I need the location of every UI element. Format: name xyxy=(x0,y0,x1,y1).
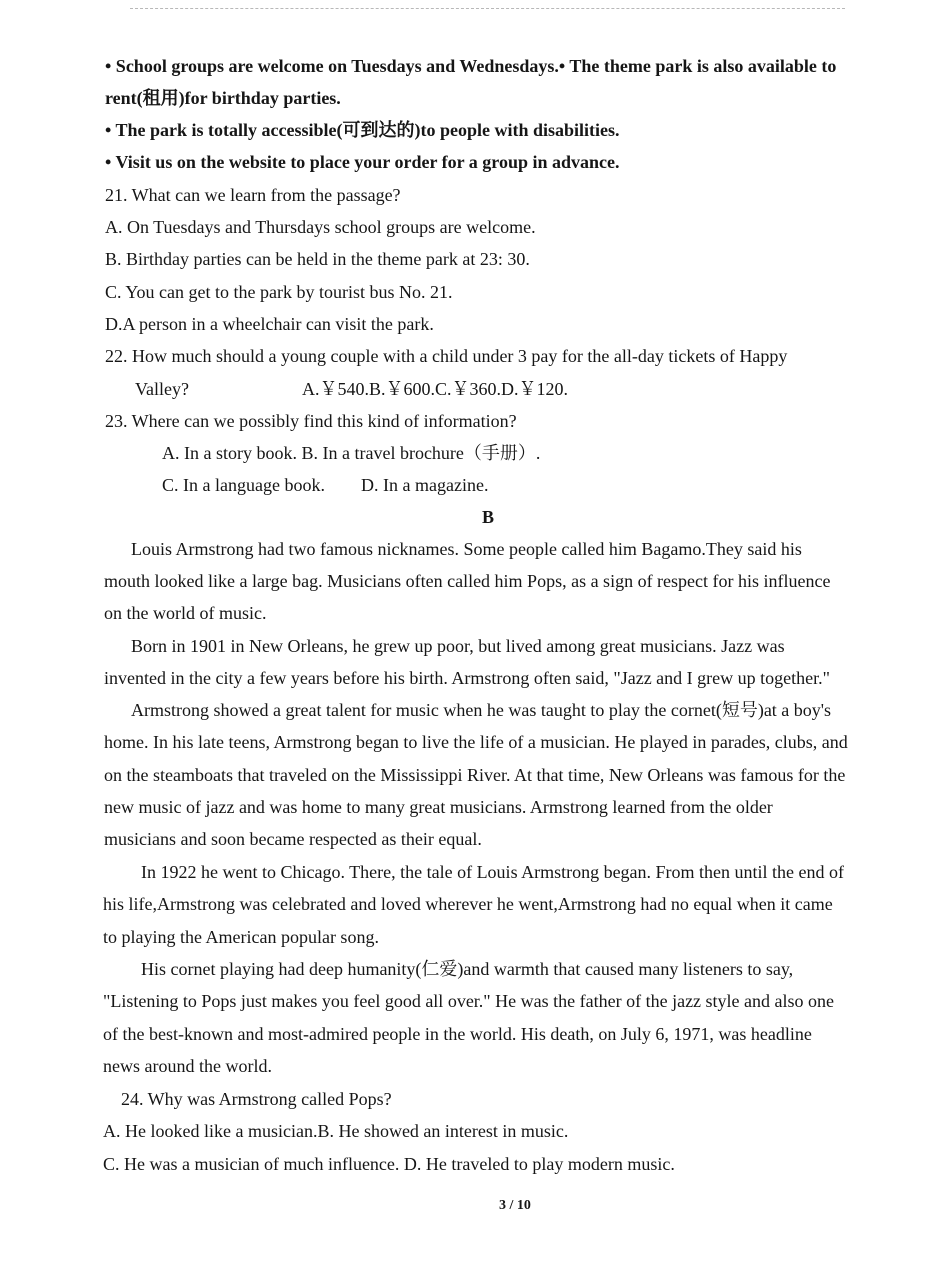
passage-line: Armstrong showed a great talent for music when he was taught to play the cornet(短号)at a boy's xyxy=(131,700,832,720)
question-23-option-d: D. In a magazine. xyxy=(361,475,489,495)
passage-line: of the best-known and most-admired people in the world. His death, on July 6, 1971, was headline xyxy=(103,1024,812,1044)
note-line-3: • The park is totally accessible(可到达的)to people with disabilities. xyxy=(105,120,620,140)
question-23-options-ab: A. In a story book. B. In a travel brochure（手册）. xyxy=(162,443,541,463)
passage-line: Born in 1901 in New Orleans, he grew up poor, but lived among great musicians. Jazz was xyxy=(131,636,785,656)
section-b-title: B xyxy=(482,507,495,527)
question-21-option-a: A. On Tuesdays and Thursdays school groups are welcome. xyxy=(105,217,536,237)
question-24-stem: 24. Why was Armstrong called Pops? xyxy=(121,1089,392,1109)
question-21-stem: 21. What can we learn from the passage? xyxy=(105,185,401,205)
question-24-options-ab: A. He looked like a musician.B. He showed an interest in music. xyxy=(103,1121,569,1141)
passage-line: home. In his late teens, Armstrong began to live the life of a musician. He played in parades, clubs, and xyxy=(104,732,848,752)
passage-line: his life,Armstrong was celebrated and loved wherever he went,Armstrong had no equal when it came xyxy=(103,894,833,914)
passage-line: on the world of music. xyxy=(104,603,267,623)
note-line-4: • Visit us on the website to place your order for a group in advance. xyxy=(105,152,620,172)
question-23-stem: 23. Where can we possibly find this kind of information? xyxy=(105,411,517,431)
question-23-option-c: C. In a language book. xyxy=(162,475,325,495)
passage-line: mouth looked like a large bag. Musicians often called him Pops, as a sign of respect for his influence xyxy=(104,571,831,591)
passage-line: invented in the city a few years before his birth. Armstrong often said, "Jazz and I grew up together." xyxy=(104,668,830,688)
passage-line: "Listening to Pops just makes you feel good all over." He was the father of the jazz style and also one xyxy=(103,991,835,1011)
question-22-stem-line-2: Valley? xyxy=(135,379,189,399)
passage-line: His cornet playing had deep humanity(仁爱)and warmth that caused many listeners to say, xyxy=(141,959,794,979)
passage-line: on the steamboats that traveled on the Mississippi River. At that time, New Orleans was famous for the xyxy=(104,765,846,785)
note-line-2: rent(租用)for birthday parties. xyxy=(105,88,341,108)
question-22-stem-line-1: 22. How much should a young couple with a child under 3 pay for the all-day tickets of Happy xyxy=(105,346,788,366)
scan-top-line xyxy=(130,8,845,9)
passage-line: musicians and soon became respected as their equal. xyxy=(104,829,482,849)
passage-line: new music of jazz and was home to many great musicians. Armstrong learned from the older xyxy=(104,797,773,817)
passage-line: to playing the American popular song. xyxy=(103,927,379,947)
question-21-option-d: D.A person in a wheelchair can visit the park. xyxy=(105,314,434,334)
passage-line: Louis Armstrong had two famous nicknames. Some people called him Bagamo.They said his xyxy=(131,539,802,559)
passage-line: news around the world. xyxy=(103,1056,272,1076)
question-21-option-c: C. You can get to the park by tourist bus No. 21. xyxy=(105,282,453,302)
passage-line: In 1922 he went to Chicago. There, the tale of Louis Armstrong began. From then until the end of xyxy=(141,862,845,882)
question-21-option-b: B. Birthday parties can be held in the theme park at 23: 30. xyxy=(105,249,530,269)
page-number: 3 / 10 xyxy=(499,1198,531,1213)
question-24-options-cd: C. He was a musician of much influence. D. He traveled to play modern music. xyxy=(103,1154,675,1174)
question-22-options: A.￥540.B.￥600.C.￥360.D.￥120. xyxy=(302,379,569,399)
note-line-1: • School groups are welcome on Tuesdays and Wednesdays.• The theme park is also available to xyxy=(105,56,837,76)
